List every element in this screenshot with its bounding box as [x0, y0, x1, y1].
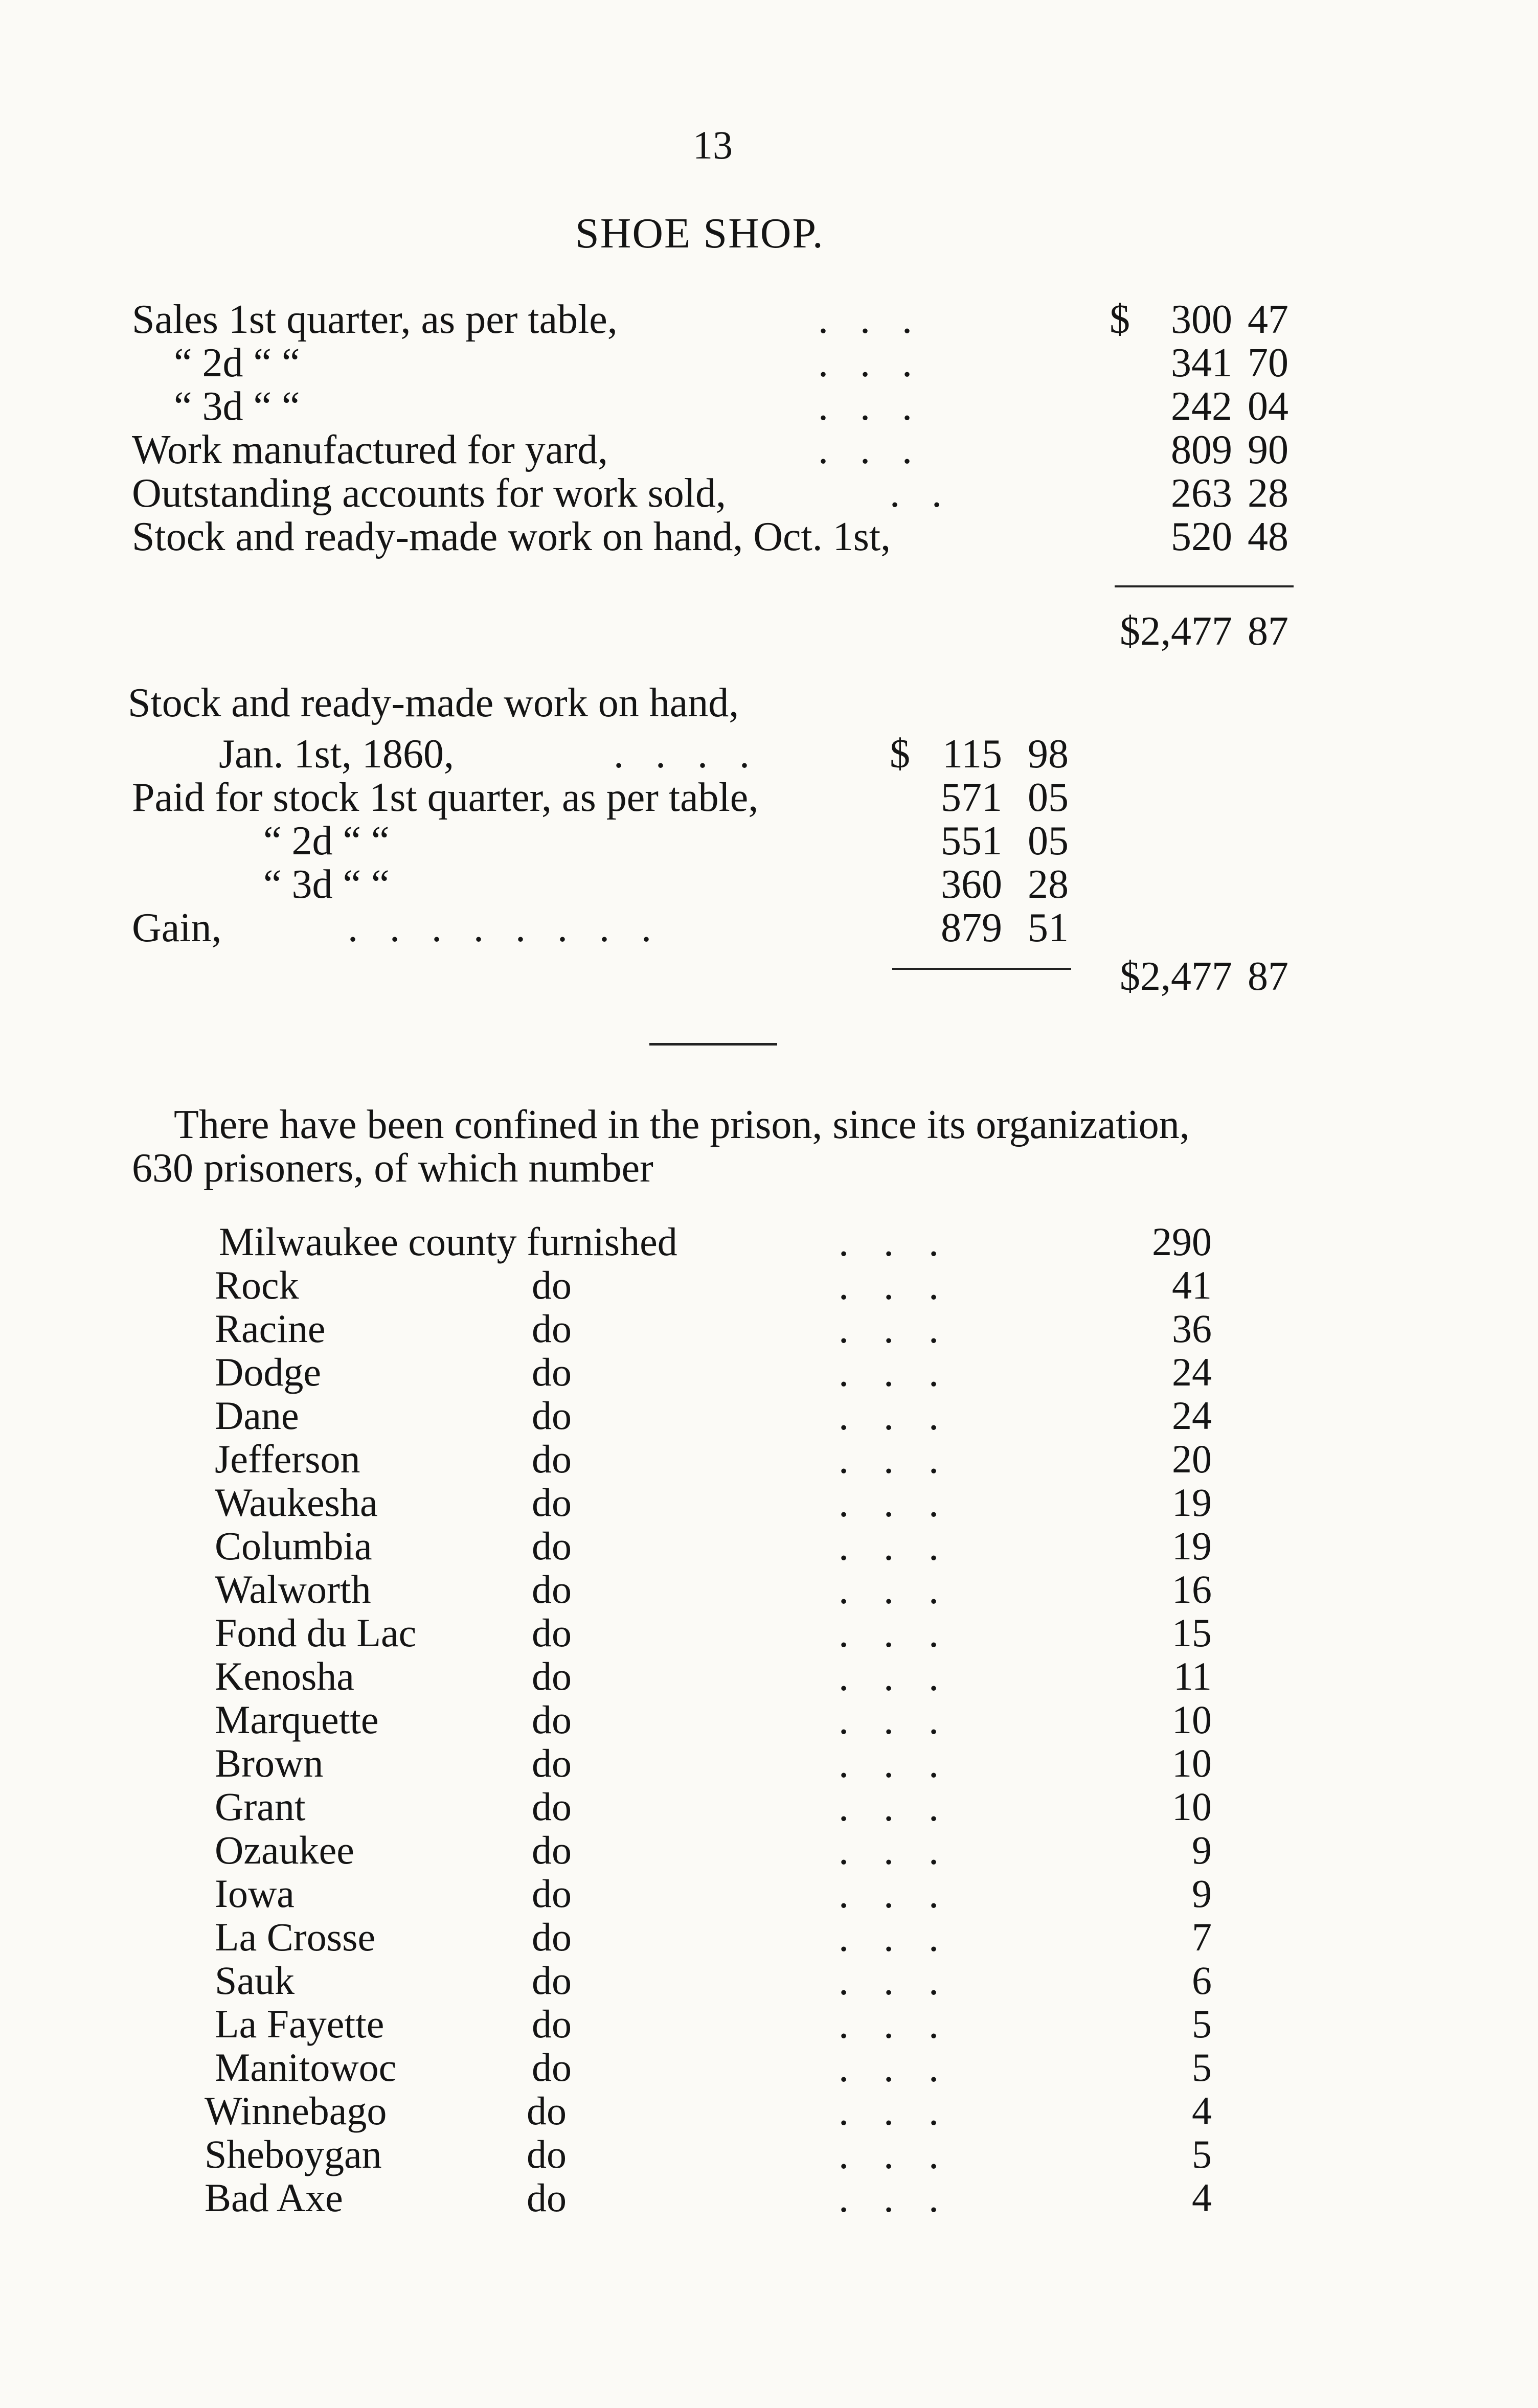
expense-amount: 115 — [942, 732, 1002, 777]
sales-label: “ 2d “ “ — [174, 340, 300, 385]
county-count: 20 — [1172, 1437, 1212, 1481]
expense-label: Paid for stock 1st quarter, as per table, — [132, 775, 759, 820]
county-name: Kenosha — [215, 1654, 354, 1698]
ditto-do: do — [532, 1393, 572, 1438]
leader-dots: ... — [818, 384, 944, 429]
expense-label: Stock and ready-made work on hand, — [128, 680, 739, 725]
paragraph-line: There have been confined in the prison, since its organization, — [174, 1102, 1190, 1147]
ditto-do: do — [527, 2132, 567, 2176]
expense-amount: 551 — [941, 819, 1002, 864]
county-count: 36 — [1172, 1306, 1212, 1351]
sales-cents: 70 — [1248, 340, 1288, 385]
ditto-do: do — [532, 1610, 572, 1655]
leader-dots: ... — [839, 1524, 974, 1569]
county-count: 15 — [1172, 1610, 1212, 1655]
county-name: Milwaukee county furnished — [219, 1219, 677, 1264]
county-count: 10 — [1172, 1697, 1212, 1742]
ditto-do: do — [532, 1567, 572, 1611]
sales-label: Sales 1st quarter, as per table, — [132, 297, 618, 342]
leader-dots: ... — [839, 1959, 974, 2004]
ditto-do: do — [532, 1263, 572, 1307]
sales-cents: 47 — [1248, 297, 1288, 342]
county-name: Dane — [215, 1393, 299, 1438]
county-name: Iowa — [215, 1871, 295, 1916]
sales-amount: 300 — [1171, 297, 1232, 342]
county-name: Dodge — [215, 1350, 321, 1394]
leader-dots: ... — [839, 1350, 974, 1395]
leader-dots: ... — [839, 1394, 974, 1439]
ditto-do: do — [532, 2045, 572, 2089]
county-name: Manitowoc — [215, 2045, 397, 2089]
county-name: La Fayette — [215, 2002, 384, 2046]
sales-label: “ 3d “ “ — [174, 384, 300, 429]
ditto-do: do — [532, 1915, 572, 1959]
ditto-do: do — [532, 1697, 572, 1742]
county-name: Rock — [215, 1263, 299, 1307]
ditto-do: do — [527, 2175, 567, 2220]
dollar-sign: $ — [1110, 297, 1130, 342]
ditto-do: do — [532, 1306, 572, 1351]
sales-amount: 520 — [1171, 514, 1232, 559]
ditto-do: do — [532, 1958, 572, 2003]
county-count: 19 — [1172, 1480, 1212, 1525]
leader-dots: ... — [839, 1654, 974, 1699]
paragraph-line: 630 prisoners, of which number — [132, 1146, 653, 1191]
expense-label: “ 2d “ “ — [263, 819, 390, 864]
expense-label: Jan. 1st, 1860, — [219, 732, 454, 777]
county-name: Waukesha — [215, 1480, 378, 1525]
sales-label: Outstanding accounts for work sold, — [132, 471, 727, 516]
county-name: Fond du Lac — [215, 1610, 417, 1655]
sales-label: Work manufactured for yard, — [132, 427, 608, 472]
expense-cents: 05 — [1028, 775, 1069, 820]
leader-dots: ... — [839, 1611, 974, 1656]
leader-dots: .... — [614, 732, 781, 777]
expense-amount: 879 — [941, 905, 1002, 950]
leader-dots: ... — [839, 2046, 974, 2091]
ditto-do: do — [527, 2088, 567, 2133]
expenses-total-cents: 87 — [1248, 954, 1288, 999]
county-name: Columbia — [215, 1524, 372, 1568]
expense-cents: 51 — [1028, 905, 1069, 950]
county-name: Sauk — [215, 1958, 295, 2003]
ditto-do: do — [532, 1480, 572, 1525]
expense-cents: 98 — [1028, 732, 1069, 777]
leader-dots: ... — [839, 1263, 974, 1308]
ditto-do: do — [532, 1654, 572, 1698]
county-name: La Crosse — [215, 1915, 376, 1959]
sales-total-amount: $2,477 — [1120, 609, 1232, 654]
leader-dots: ... — [839, 1307, 974, 1352]
county-name: Bad Axe — [205, 2175, 343, 2220]
expense-amount: 571 — [941, 775, 1002, 820]
section-divider — [649, 1043, 777, 1046]
county-count: 4 — [1192, 2088, 1212, 2133]
sales-cents: 48 — [1248, 514, 1288, 559]
county-name: Ozaukee — [215, 1828, 354, 1872]
expense-cents: 28 — [1028, 862, 1069, 907]
county-count: 10 — [1172, 1784, 1212, 1829]
county-count: 19 — [1172, 1524, 1212, 1568]
county-count: 24 — [1172, 1393, 1212, 1438]
expense-label: “ 3d “ “ — [263, 862, 390, 907]
county-count: 5 — [1192, 2132, 1212, 2176]
ditto-do: do — [532, 1524, 572, 1568]
county-count: 5 — [1192, 2045, 1212, 2089]
sales-amount: 341 — [1171, 340, 1232, 385]
county-name: Grant — [215, 1784, 306, 1829]
leader-dots: ... — [839, 2176, 974, 2221]
county-count: 290 — [1152, 1219, 1212, 1264]
ditto-do: do — [532, 1350, 572, 1394]
sales-label: Stock and ready-made work on hand, Oct. 1st, — [132, 514, 891, 559]
county-name: Winnebago — [205, 2088, 387, 2133]
ditto-do: do — [532, 1784, 572, 1829]
sales-amount: 809 — [1171, 427, 1232, 472]
leader-dots: ... — [839, 1741, 974, 1786]
county-name: Racine — [215, 1306, 326, 1351]
leader-dots: ... — [839, 1481, 974, 1526]
expense-amount: 360 — [941, 862, 1002, 907]
county-count: 16 — [1172, 1567, 1212, 1611]
page-number: 13 — [693, 123, 733, 167]
total-rule — [1115, 585, 1294, 587]
expense-cents: 05 — [1028, 819, 1069, 864]
sales-cents: 90 — [1248, 427, 1288, 472]
leader-dots: ... — [839, 1220, 974, 1265]
county-count: 4 — [1192, 2175, 1212, 2220]
county-count: 9 — [1192, 1828, 1212, 1872]
county-count: 11 — [1173, 1654, 1212, 1698]
leader-dots: ... — [839, 2089, 974, 2134]
county-name: Marquette — [215, 1697, 379, 1742]
sales-total-cents: 87 — [1248, 609, 1288, 654]
total-rule — [892, 968, 1071, 970]
ditto-do: do — [532, 2002, 572, 2046]
leader-dots: ... — [839, 1785, 974, 1830]
leader-dots: ... — [839, 1568, 974, 1612]
county-count: 5 — [1192, 2002, 1212, 2046]
ditto-do: do — [532, 1437, 572, 1481]
leader-dots: ... — [839, 1698, 974, 1743]
county-name: Jefferson — [215, 1437, 360, 1481]
dollar-sign: $ — [890, 732, 910, 777]
sales-amount: 242 — [1171, 384, 1232, 429]
county-count: 9 — [1192, 1871, 1212, 1916]
county-count: 24 — [1172, 1350, 1212, 1394]
county-name: Sheboygan — [205, 2132, 382, 2176]
county-count: 10 — [1172, 1741, 1212, 1785]
leader-dots: ... — [839, 1872, 974, 1917]
sales-amount: 263 — [1171, 471, 1232, 516]
county-name: Walworth — [215, 1567, 371, 1611]
leader-dots: ... — [818, 340, 944, 385]
leader-dots: ... — [839, 1828, 974, 1873]
expenses-total-amount: $2,477 — [1120, 954, 1232, 999]
county-count: 41 — [1172, 1263, 1212, 1307]
ditto-do: do — [532, 1828, 572, 1872]
leader-dots: .. — [890, 471, 974, 516]
county-count: 7 — [1192, 1915, 1212, 1959]
leader-dots: ... — [839, 1437, 974, 1482]
sales-cents: 04 — [1248, 384, 1288, 429]
expense-label: Gain, — [132, 905, 222, 950]
ditto-do: do — [532, 1741, 572, 1785]
leader-dots: ... — [818, 427, 944, 472]
leader-dots: ... — [839, 1915, 974, 1960]
county-count: 6 — [1192, 1958, 1212, 2003]
leader-dots: ........ — [348, 905, 683, 950]
county-name: Brown — [215, 1741, 324, 1785]
section-heading: SHOE SHOP. — [575, 210, 824, 257]
sales-cents: 28 — [1248, 471, 1288, 516]
leader-dots: ... — [839, 2002, 974, 2047]
leader-dots: ... — [818, 297, 944, 342]
ditto-do: do — [532, 1871, 572, 1916]
leader-dots: ... — [839, 2132, 974, 2177]
